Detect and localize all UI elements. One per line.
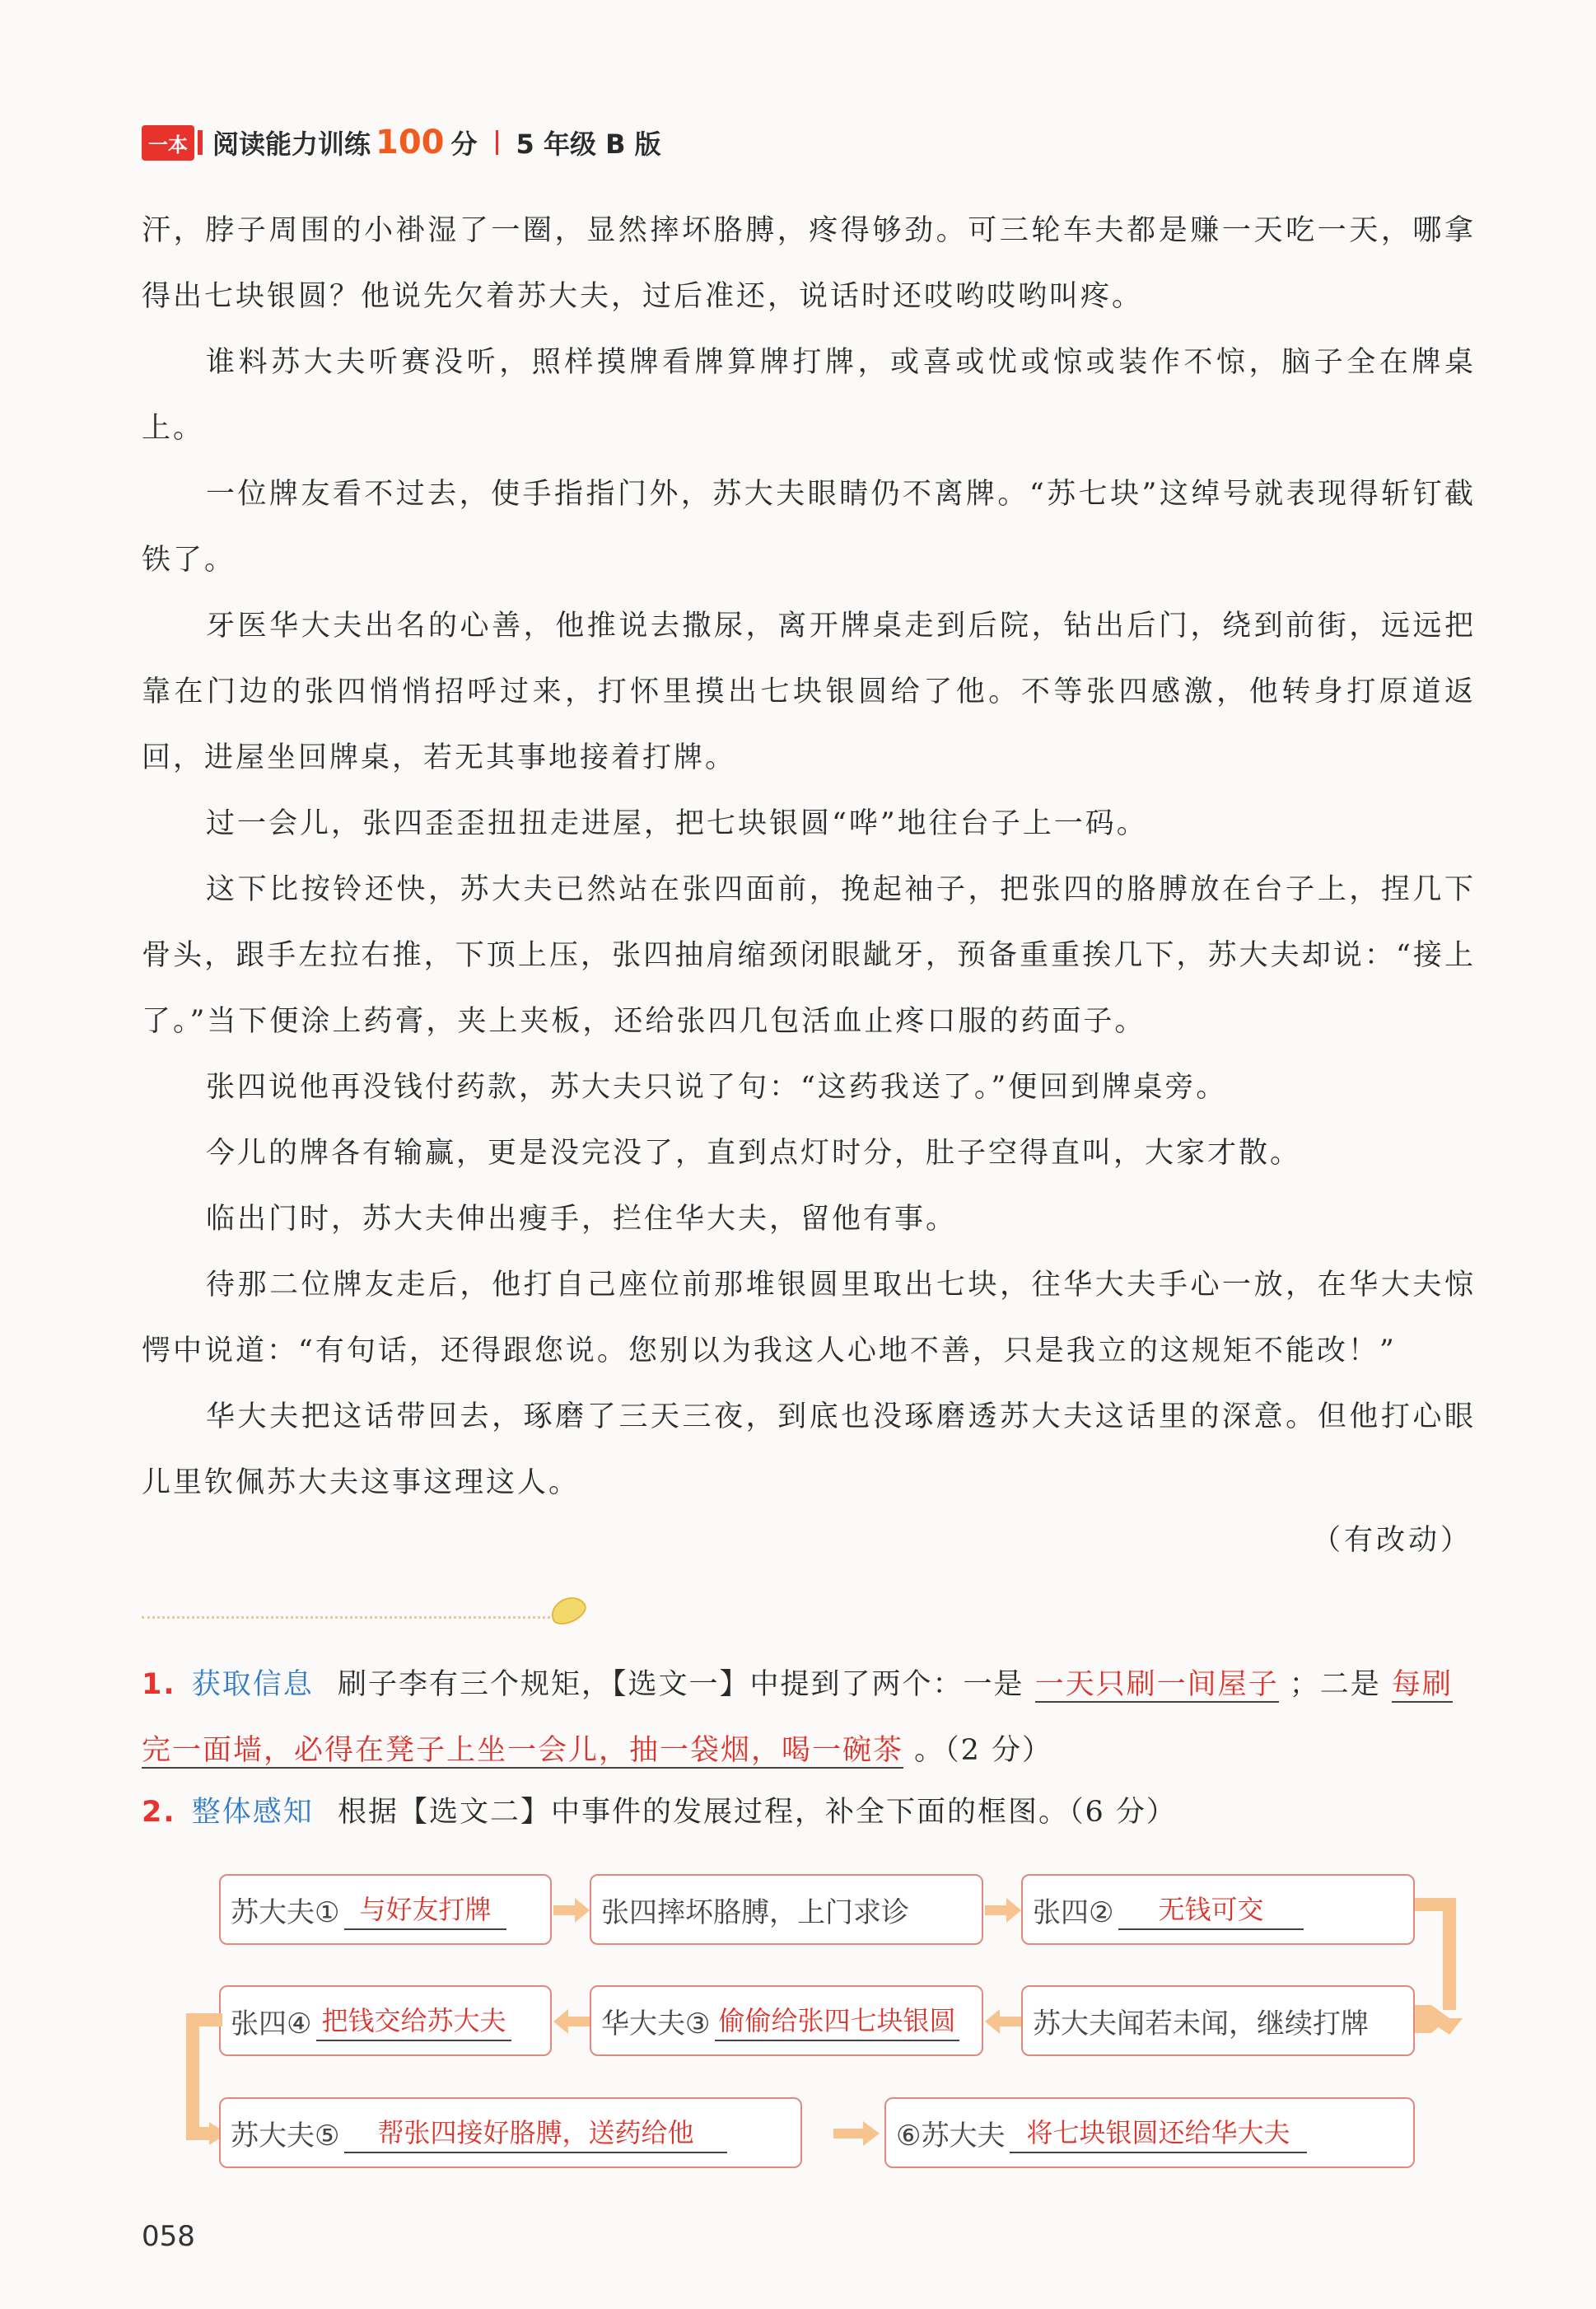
flow-box-3 (1021, 1874, 1415, 1945)
brand-mark (198, 130, 203, 155)
paragraph: 汗，脖子周围的小褂湿了一圈，显然摔坏胳膊，疼得够劲。可三轮车夫都是赚一天吃一天，哪拿得出七块银圆？他说先欠着苏大夫，过后准还，说话时还哎哟哎哟叫疼。 (142, 214, 1476, 313)
question-text: 。（2 分） (914, 1734, 1053, 1767)
flow-label: 张四② (1033, 1895, 1114, 1929)
page-number: 058 (142, 2220, 195, 2253)
paragraph: 今儿的牌各有输赢，更是没完没了，直到点灯时分，肚子空得直叫，大家才散。 (206, 1137, 1302, 1170)
passage (142, 198, 1476, 1516)
flow-box-6 (219, 1985, 552, 2056)
flow-label: 华大夫③ (601, 2007, 711, 2040)
flow-label: 苏大夫⑤ (231, 2119, 340, 2152)
paragraph: 这下比按铃还快，苏大夫已然站在张四面前，挽起袖子，把张四的胳膊放在台子上，捏几下骨头，跟手左拉右推，下顶上压，张四抽肩缩颈闭眼龇牙，预备重重挨几下，苏大夫却说：“接上了。”当下便涂上药膏，夹上夹板，还给张四几包活血止疼口服的药面子。 (142, 873, 1476, 1038)
paragraph: 临出门时，苏大夫伸出瘦手，拦住华大夫，留他有事。 (206, 1203, 958, 1236)
answer-1: 一天只刷一间屋子 (1034, 1668, 1279, 1701)
paragraph: 华大夫把这话带回去，琢磨了三天三夜，到底也没琢磨透苏大夫这话里的深意。但他打心眼儿里钦佩苏大夫这事这理这人。 (142, 1400, 1476, 1499)
series-title: 阅读能力训练 (212, 129, 371, 160)
flow-box-8 (884, 2097, 1415, 2168)
question-number: 1. (142, 1668, 176, 1701)
paragraph: 张四说他再没钱付药款，苏大夫只说了句：“这药我送了。”便回到牌桌旁。 (206, 1071, 1228, 1104)
paragraph: 谁料苏大夫听赛没听，照样摸牌看牌算牌打牌，或喜或忧或惊或装作不惊，脑子全在牌桌上。 (142, 346, 1476, 445)
paragraph: 牙医华大夫出名的心善，他推说去撒尿，离开牌桌走到后院，钻出后门，绕到前街，远远把靠在门边的张四悄悄招呼过来，打怀里摸出七块银圆给了他。不等张四感激，他转身打原道返回，进屋坐回牌桌，若无其事地接着打牌。 (142, 610, 1476, 774)
question-number: 2. (142, 1796, 176, 1829)
section-divider (142, 1616, 570, 1619)
question-text: 刷子李有三个规矩，【选文一】中提到了两个：一是 (337, 1668, 1024, 1701)
flow-label: 苏大夫① (231, 1895, 340, 1929)
flow-fill: 与好友打牌 (344, 1889, 506, 1930)
flow-box-1 (219, 1874, 552, 1945)
flow-fill: 无钱可交 (1118, 1889, 1303, 1930)
answer-2: 每刷完一面墙，必得在凳子上坐一会儿，抽一袋烟，喝一碗茶 (142, 1668, 1453, 1767)
flow-fill: 把钱交给苏大夫 (316, 2000, 511, 2041)
arrow-right-icon (985, 1898, 1021, 1923)
flow-box-2 (590, 1874, 983, 1945)
score-number: 100 (376, 124, 445, 161)
revision-note: （有改动） (1311, 1524, 1472, 1557)
arrow-left-icon (985, 2009, 1021, 2034)
page-header (142, 122, 661, 163)
flow-label: 张四④ (231, 2007, 312, 2040)
question-tag: 整体感知 (191, 1796, 314, 1829)
question-tag: 获取信息 (191, 1668, 314, 1701)
grade-label: 5 年级 B 版 (516, 129, 661, 160)
question-text: 根据【选文二】中事件的发展过程，补全下面的框图。（6 分） (337, 1796, 1177, 1829)
arrow-right-icon (833, 2121, 880, 2146)
header-separator (496, 130, 498, 155)
flow-label: 张四摔坏胳膊，上门求诊 (601, 1895, 909, 1929)
connector-down-right (1413, 1895, 1471, 2043)
arrow-left-icon (553, 2009, 590, 2034)
question-1 (142, 1652, 1476, 1783)
paragraph: 过一会儿，张四歪歪扭扭走进屋，把七块银圆“哗”地往台子上一码。 (206, 807, 1148, 840)
question-text: ；二是 (1289, 1668, 1381, 1701)
paragraph: 待那二位牌友走后，他打自己座位前那堆银圆里取出七块，往华大夫手心一放，在华大夫惊愕中说道：“有句话，还得跟您说。您别以为我这人心地不善，只是我立的这规矩不能改！” (142, 1269, 1476, 1367)
brand-logo: 一本 (142, 125, 194, 161)
flow-fill: 偷偷给张四七块银圆 (715, 2000, 959, 2041)
flow-box-5 (590, 1985, 983, 2056)
leaf-icon (547, 1592, 590, 1629)
flow-fill: 将七块银圆还给华大夫 (1010, 2112, 1306, 2153)
arrow-right-icon (553, 1898, 590, 1923)
flow-box-4 (1021, 1985, 1415, 2056)
flow-label: 苏大夫闻若未闻，继续打牌 (1033, 2007, 1369, 2040)
score-unit: 分 (450, 129, 478, 160)
flow-box-7 (219, 2097, 802, 2168)
paragraph: 一位牌友看不过去，使手指指门外，苏大夫眼睛仍不离牌。“苏七块”这绰号就表现得斩钉截铁了。 (142, 478, 1476, 577)
flow-fill: 帮张四接好胳膊，送药给他 (344, 2112, 726, 2153)
question-2 (142, 1779, 1476, 1845)
flow-label: ⑥苏大夫 (896, 2119, 1006, 2152)
